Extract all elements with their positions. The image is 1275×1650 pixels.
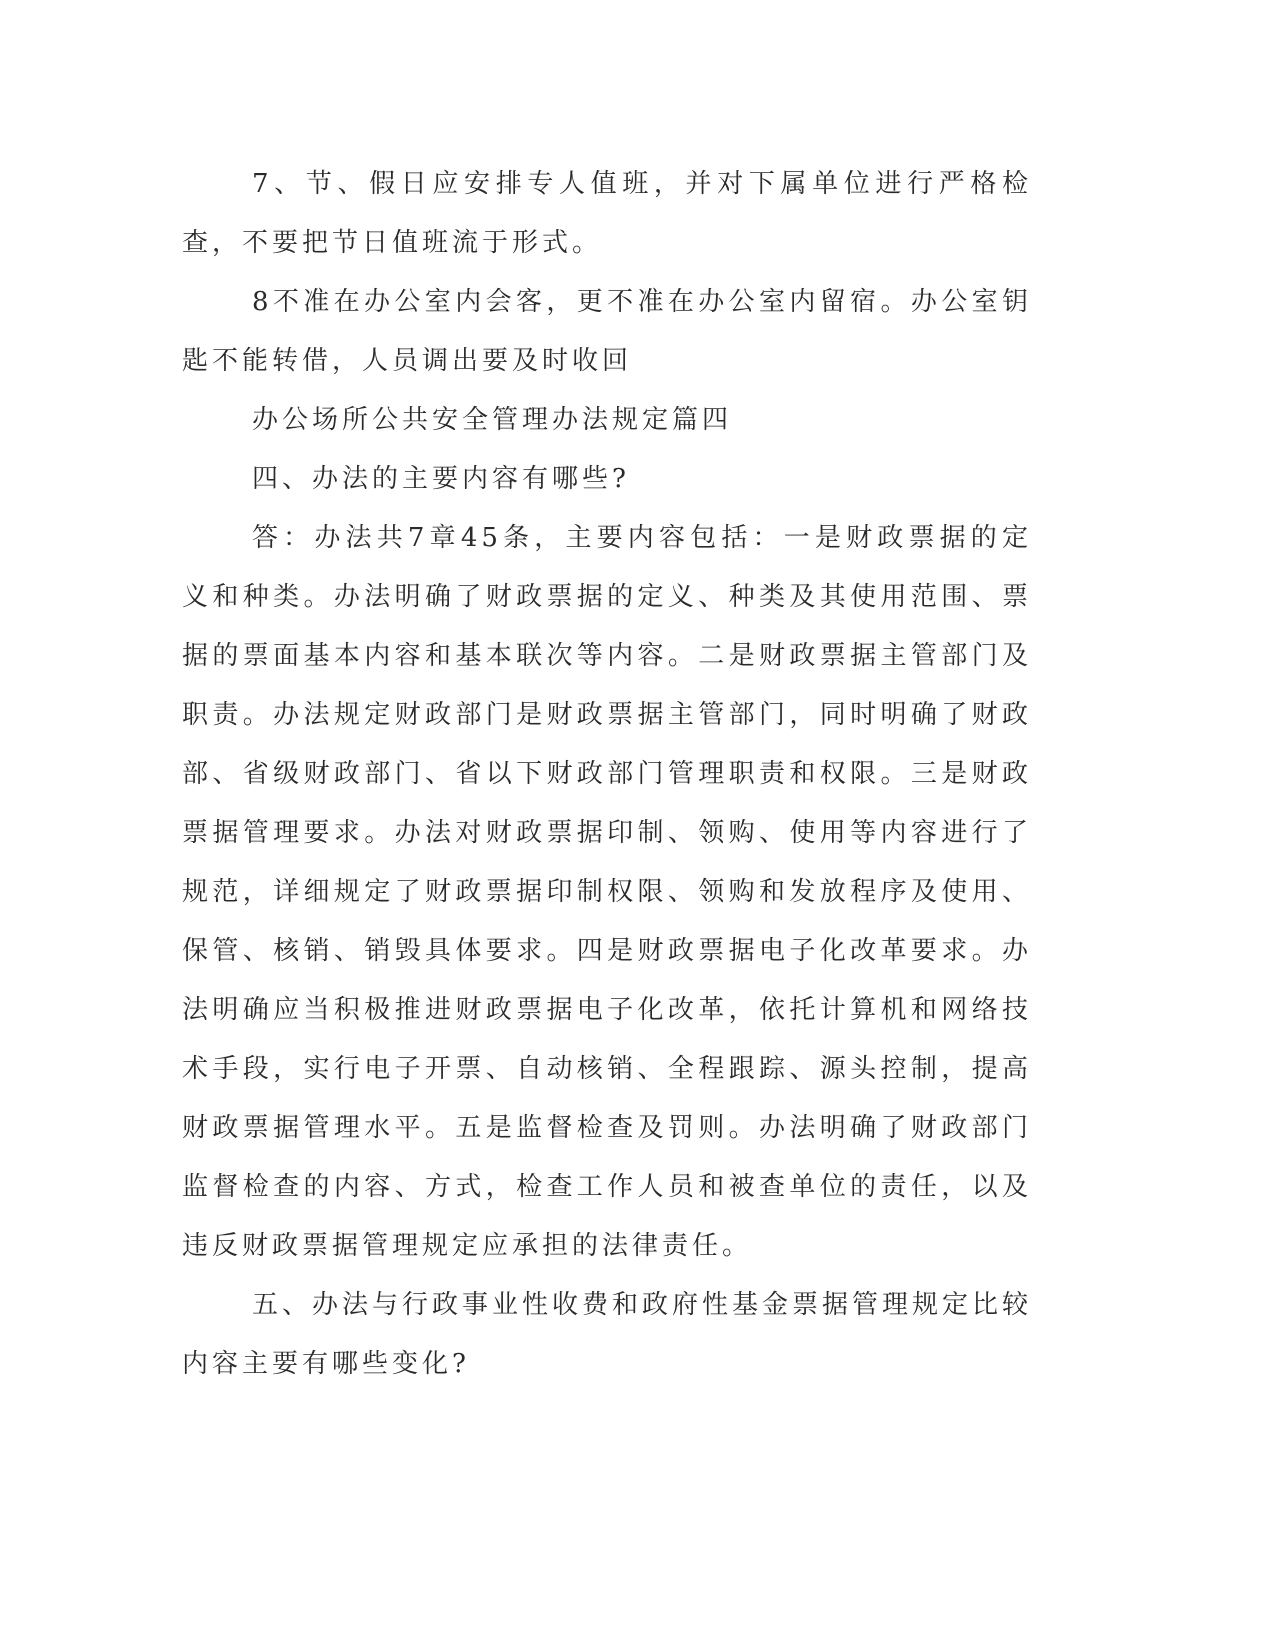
question-four: 四、办法的主要内容有哪些?	[252, 464, 630, 494]
paragraph-item-8: 8不准在办公室内会客，更不准在办公室内留宿。办公室钥匙不能转借，人员调出要及时收回	[182, 287, 1032, 376]
document-body	[182, 155, 1032, 1394]
paragraph-item-7: 7、节、假日应安排专人值班，并对下属单位进行严格检查，不要把节日值班流于形式。	[182, 169, 1032, 258]
answer-four: 答：办法共7章45条，主要内容包括：一是财政票据的定义和种类。办法明确了财政票据的定义、种类及其使用范围、票据的票面基本内容和基本联次等内容。二是财政票据主管部门及职责。办法规定财政部门是财政票据主管部门，同时明确了财政部、省级财政部门、省以下财政部门管理职责和权限。三是财政票据管理要求。办法对财政票据印制、领购、使用等内容进行了规范，详细规定了财政票据印制权限、领购和发放程序及使用、保管、核销、销毁具体要求。四是财政票据电子化改革要求。办法明确应当积极推进财政票据电子化改革，依托计算机和网络技术手段，实行电子开票、自动核销、全程跟踪、源头控制，提高财政票据管理水平。五是监督检查及罚则。办法明确了财政部门监督检查的内容、方式，检查工作人员和被查单位的责任，以及违反财政票据管理规定应承担的法律责任。	[182, 523, 1032, 1261]
section-heading: 办公场所公共安全管理办法规定篇四	[252, 405, 733, 435]
question-five: 五、办法与行政事业性收费和政府性基金票据管理规定比较内容主要有哪些变化?	[182, 1290, 1033, 1379]
